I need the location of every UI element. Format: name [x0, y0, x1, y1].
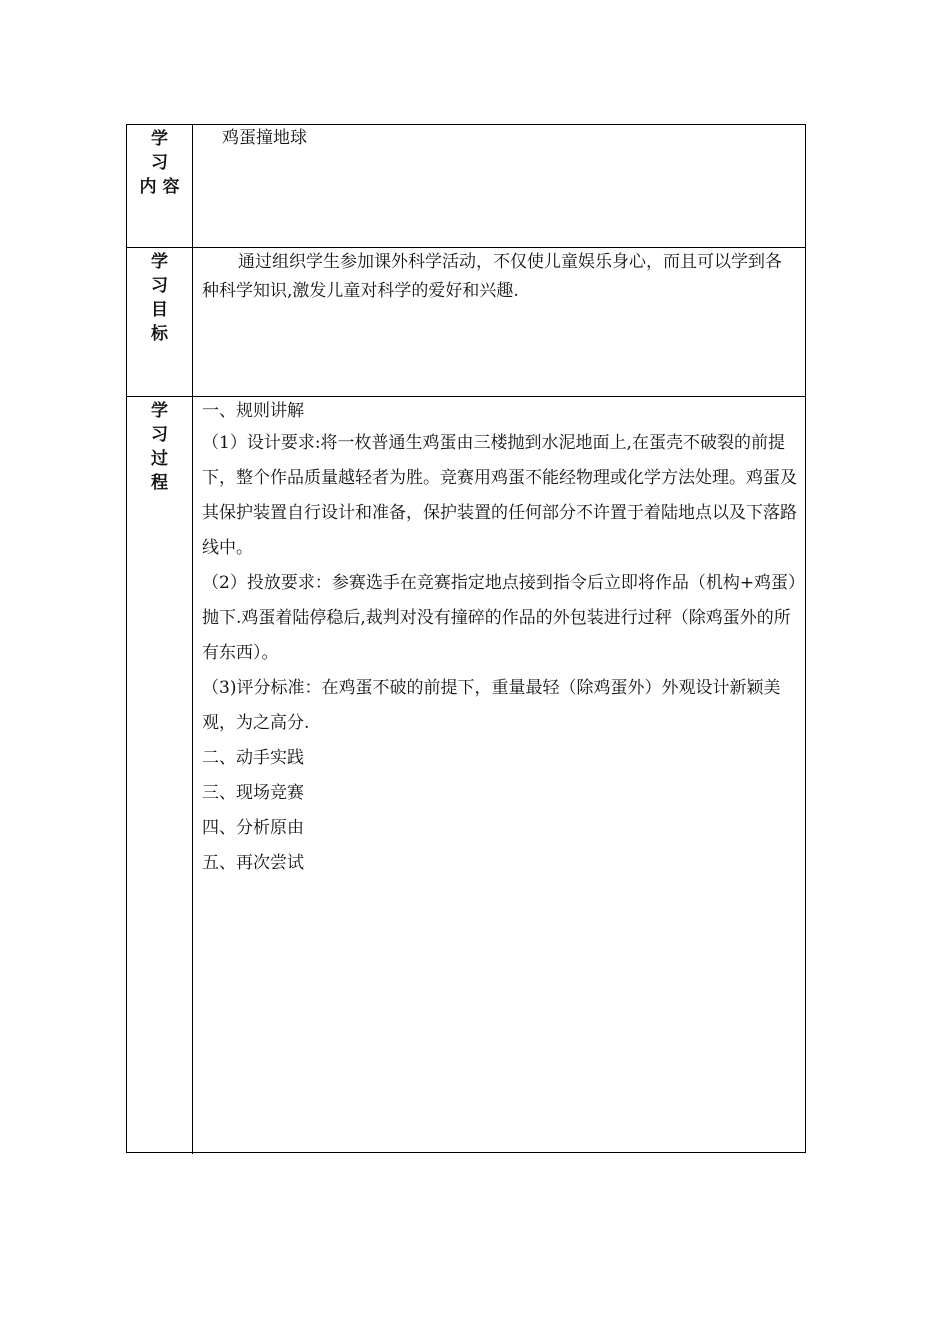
process-line-scoring-standard: （3)评分标准：在鸡蛋不破的前提下，重量最轻（除鸡蛋外）外观设计新颖美观，为之高分. — [202, 678, 781, 733]
content-row — [127, 125, 805, 248]
lesson-table — [126, 124, 806, 1153]
content-label-cell — [127, 125, 193, 247]
lesson-topic: 鸡蛋撞地球 — [222, 128, 307, 148]
goal-text: 通过组织学生参加课外科学活动，不仅使儿童娱乐身心，而且可以学到各种科学知识,激发儿童对科学的爱好和兴趣. — [202, 252, 782, 301]
process-line-design-requirements: （1）设计要求:将一枚普通生鸡蛋由三楼抛到水泥地面上,在蛋壳不破裂的前提下，整个作品质量越轻者为胜。竞赛用鸡蛋不能经物理或化学方法处理。鸡蛋及其保护装置自行设计和准备，保护装置的任何部分不许置于着陆地点以及下落路线中。 — [202, 433, 797, 558]
process-line-rules-heading: 一、规则讲解 — [202, 401, 304, 421]
process-line-practice: 二、动手实践 — [202, 748, 304, 768]
process-row — [127, 397, 805, 1154]
process-line-analysis: 四、分析原由 — [202, 818, 304, 838]
content-value-cell — [193, 125, 805, 247]
goal-label-cell — [127, 248, 193, 396]
process-line-drop-requirements: （2）投放要求：参赛选手在竞赛指定地点接到指令后立即将作品（机构+鸡蛋）抛下.鸡蛋着陆停稳后,裁判对没有撞碎的作品的外包装进行过秤（除鸡蛋外的所有东西）。 — [202, 573, 797, 663]
process-line-retry: 五、再次尝试 — [202, 853, 304, 873]
goal-label: 学 习 目 标 — [151, 252, 168, 344]
process-line-competition: 三、现场竞赛 — [202, 783, 304, 803]
goal-row — [127, 248, 805, 397]
content-label: 学 习 内 容 — [139, 129, 180, 197]
process-value-cell — [193, 397, 805, 1154]
process-label: 学 习 过 程 — [151, 401, 168, 493]
goal-value-cell — [193, 248, 805, 396]
process-label-cell — [127, 397, 193, 1154]
